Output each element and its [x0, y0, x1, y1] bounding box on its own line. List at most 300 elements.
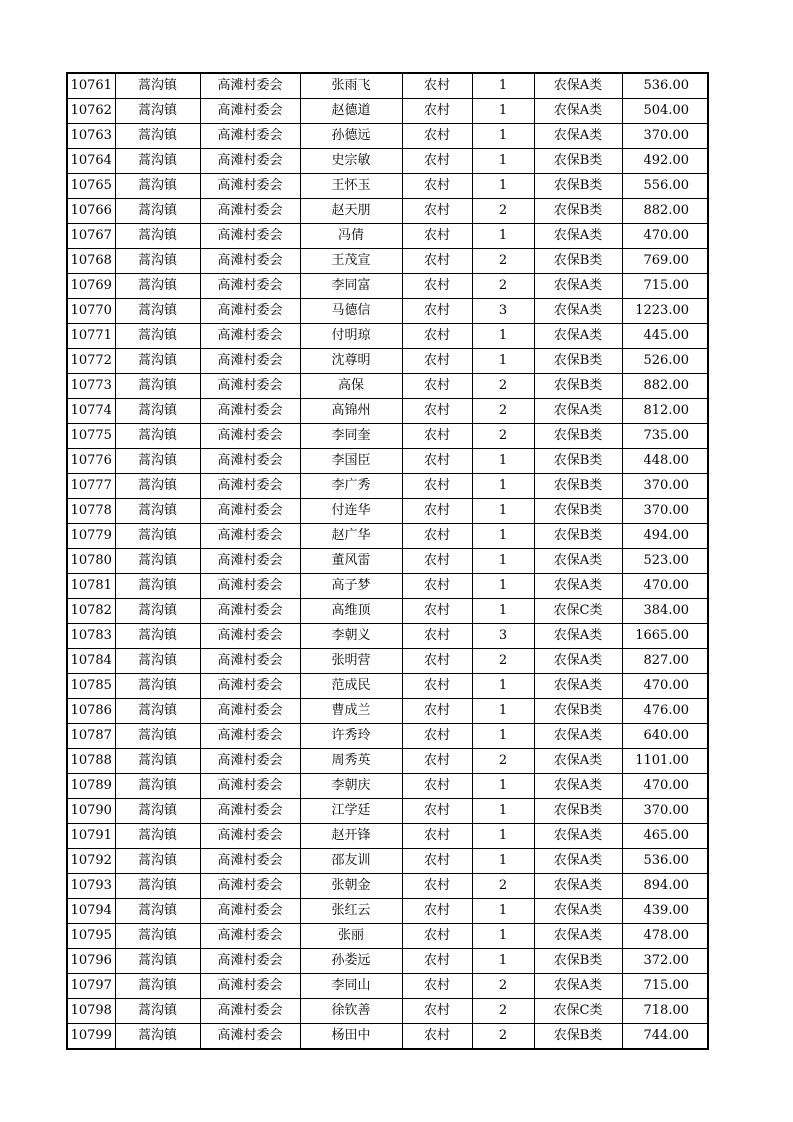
- insurance-category-cell: 农保B类: [534, 1024, 622, 1050]
- village-committee-cell: 高滩村委会: [200, 374, 300, 399]
- amount-cell: 494.00: [622, 524, 708, 549]
- village-committee-cell: 高滩村委会: [200, 724, 300, 749]
- table-row: [67, 449, 708, 474]
- record-id-cell: 10762: [67, 99, 115, 124]
- village-committee-cell: 高滩村委会: [200, 249, 300, 274]
- village-committee-cell: 高滩村委会: [200, 974, 300, 999]
- village-committee-cell: 高滩村委会: [200, 174, 300, 199]
- person-name-cell: 董风雷: [300, 549, 402, 574]
- insurance-category-cell: 农保A类: [534, 749, 622, 774]
- amount-cell: 827.00: [622, 649, 708, 674]
- insurance-category-cell: 农保A类: [534, 224, 622, 249]
- insurance-category-cell: 农保B类: [534, 949, 622, 974]
- area-type-cell: 农村: [402, 99, 472, 124]
- village-committee-cell: 高滩村委会: [200, 899, 300, 924]
- area-type-cell: 农村: [402, 999, 472, 1024]
- area-type-cell: 农村: [402, 399, 472, 424]
- household-count-cell: 1: [472, 949, 534, 974]
- household-count-cell: 2: [472, 974, 534, 999]
- area-type-cell: 农村: [402, 249, 472, 274]
- area-type-cell: 农村: [402, 949, 472, 974]
- record-id-cell: 10779: [67, 524, 115, 549]
- amount-cell: 718.00: [622, 999, 708, 1024]
- village-committee-cell: 高滩村委会: [200, 599, 300, 624]
- household-count-cell: 1: [472, 174, 534, 199]
- record-id-cell: 10791: [67, 824, 115, 849]
- insurance-category-cell: 农保A类: [534, 974, 622, 999]
- town-cell: 蒿沟镇: [115, 724, 200, 749]
- insurance-category-cell: 农保B类: [534, 799, 622, 824]
- amount-cell: 556.00: [622, 174, 708, 199]
- amount-cell: 445.00: [622, 324, 708, 349]
- village-committee-cell: 高滩村委会: [200, 224, 300, 249]
- village-committee-cell: 高滩村委会: [200, 799, 300, 824]
- amount-cell: 769.00: [622, 249, 708, 274]
- household-count-cell: 3: [472, 624, 534, 649]
- town-cell: 蒿沟镇: [115, 649, 200, 674]
- insurance-category-cell: 农保B类: [534, 449, 622, 474]
- village-committee-cell: 高滩村委会: [200, 1024, 300, 1050]
- area-type-cell: 农村: [402, 899, 472, 924]
- town-cell: 蒿沟镇: [115, 249, 200, 274]
- village-committee-cell: 高滩村委会: [200, 324, 300, 349]
- amount-cell: 812.00: [622, 399, 708, 424]
- household-count-cell: 2: [472, 874, 534, 899]
- insurance-category-cell: 农保B类: [534, 474, 622, 499]
- record-id-cell: 10780: [67, 549, 115, 574]
- record-id-cell: 10798: [67, 999, 115, 1024]
- record-id-cell: 10769: [67, 274, 115, 299]
- area-type-cell: 农村: [402, 474, 472, 499]
- table-row: [67, 849, 708, 874]
- person-name-cell: 孙德远: [300, 124, 402, 149]
- amount-cell: 894.00: [622, 874, 708, 899]
- insurance-category-cell: 农保A类: [534, 324, 622, 349]
- record-id-cell: 10772: [67, 349, 115, 374]
- area-type-cell: 农村: [402, 349, 472, 374]
- town-cell: 蒿沟镇: [115, 799, 200, 824]
- area-type-cell: 农村: [402, 449, 472, 474]
- insurance-category-cell: 农保A类: [534, 774, 622, 799]
- insurance-category-cell: 农保A类: [534, 99, 622, 124]
- amount-cell: 470.00: [622, 574, 708, 599]
- village-committee-cell: 高滩村委会: [200, 949, 300, 974]
- town-cell: 蒿沟镇: [115, 349, 200, 374]
- records-table: [66, 72, 709, 1050]
- table-row: [67, 73, 708, 99]
- village-committee-cell: 高滩村委会: [200, 399, 300, 424]
- person-name-cell: 李同山: [300, 974, 402, 999]
- area-type-cell: 农村: [402, 524, 472, 549]
- person-name-cell: 李国臣: [300, 449, 402, 474]
- insurance-category-cell: 农保B类: [534, 174, 622, 199]
- table-row: [67, 424, 708, 449]
- table-row: [67, 724, 708, 749]
- person-name-cell: 范成民: [300, 674, 402, 699]
- table-row: [67, 274, 708, 299]
- village-committee-cell: 高滩村委会: [200, 849, 300, 874]
- insurance-category-cell: 农保B类: [534, 349, 622, 374]
- record-id-cell: 10794: [67, 899, 115, 924]
- area-type-cell: 农村: [402, 974, 472, 999]
- area-type-cell: 农村: [402, 374, 472, 399]
- area-type-cell: 农村: [402, 849, 472, 874]
- area-type-cell: 农村: [402, 599, 472, 624]
- town-cell: 蒿沟镇: [115, 124, 200, 149]
- household-count-cell: 1: [472, 73, 534, 99]
- table-row: [67, 474, 708, 499]
- record-id-cell: 10765: [67, 174, 115, 199]
- record-id-cell: 10776: [67, 449, 115, 474]
- town-cell: 蒿沟镇: [115, 474, 200, 499]
- town-cell: 蒿沟镇: [115, 849, 200, 874]
- record-id-cell: 10770: [67, 299, 115, 324]
- person-name-cell: 周秀英: [300, 749, 402, 774]
- record-id-cell: 10789: [67, 774, 115, 799]
- area-type-cell: 农村: [402, 574, 472, 599]
- insurance-category-cell: 农保A类: [534, 874, 622, 899]
- town-cell: 蒿沟镇: [115, 999, 200, 1024]
- village-committee-cell: 高滩村委会: [200, 824, 300, 849]
- household-count-cell: 1: [472, 774, 534, 799]
- table-row: [67, 224, 708, 249]
- household-count-cell: 1: [472, 724, 534, 749]
- household-count-cell: 2: [472, 374, 534, 399]
- area-type-cell: 农村: [402, 324, 472, 349]
- insurance-category-cell: 农保A类: [534, 399, 622, 424]
- record-id-cell: 10797: [67, 974, 115, 999]
- village-committee-cell: 高滩村委会: [200, 124, 300, 149]
- person-name-cell: 李同奎: [300, 424, 402, 449]
- household-count-cell: 3: [472, 299, 534, 324]
- insurance-category-cell: 农保A类: [534, 674, 622, 699]
- table-row: [67, 874, 708, 899]
- table-row: [67, 499, 708, 524]
- record-id-cell: 10777: [67, 474, 115, 499]
- household-count-cell: 1: [472, 474, 534, 499]
- area-type-cell: 农村: [402, 224, 472, 249]
- household-count-cell: 1: [472, 449, 534, 474]
- area-type-cell: 农村: [402, 624, 472, 649]
- insurance-category-cell: 农保B类: [534, 374, 622, 399]
- record-id-cell: 10766: [67, 199, 115, 224]
- insurance-category-cell: 农保A类: [534, 274, 622, 299]
- person-name-cell: 邵友训: [300, 849, 402, 874]
- insurance-category-cell: 农保A类: [534, 824, 622, 849]
- insurance-category-cell: 农保B类: [534, 199, 622, 224]
- insurance-category-cell: 农保A类: [534, 849, 622, 874]
- village-committee-cell: 高滩村委会: [200, 749, 300, 774]
- person-name-cell: 张朝金: [300, 874, 402, 899]
- amount-cell: 526.00: [622, 349, 708, 374]
- village-committee-cell: 高滩村委会: [200, 624, 300, 649]
- household-count-cell: 1: [472, 824, 534, 849]
- table-row: [67, 299, 708, 324]
- area-type-cell: 农村: [402, 724, 472, 749]
- area-type-cell: 农村: [402, 749, 472, 774]
- insurance-category-cell: 农保B类: [534, 524, 622, 549]
- person-name-cell: 张丽: [300, 924, 402, 949]
- town-cell: 蒿沟镇: [115, 949, 200, 974]
- person-name-cell: 赵德道: [300, 99, 402, 124]
- record-id-cell: 10796: [67, 949, 115, 974]
- household-count-cell: 2: [472, 249, 534, 274]
- person-name-cell: 高锦州: [300, 399, 402, 424]
- person-name-cell: 杨田中: [300, 1024, 402, 1050]
- village-committee-cell: 高滩村委会: [200, 99, 300, 124]
- record-id-cell: 10792: [67, 849, 115, 874]
- area-type-cell: 农村: [402, 549, 472, 574]
- town-cell: 蒿沟镇: [115, 774, 200, 799]
- amount-cell: 478.00: [622, 924, 708, 949]
- person-name-cell: 付连华: [300, 499, 402, 524]
- town-cell: 蒿沟镇: [115, 624, 200, 649]
- area-type-cell: 农村: [402, 1024, 472, 1050]
- area-type-cell: 农村: [402, 274, 472, 299]
- village-committee-cell: 高滩村委会: [200, 149, 300, 174]
- town-cell: 蒿沟镇: [115, 174, 200, 199]
- household-count-cell: 1: [472, 699, 534, 724]
- town-cell: 蒿沟镇: [115, 399, 200, 424]
- table-row: [67, 1024, 708, 1050]
- area-type-cell: 农村: [402, 299, 472, 324]
- town-cell: 蒿沟镇: [115, 699, 200, 724]
- amount-cell: 536.00: [622, 849, 708, 874]
- household-count-cell: 1: [472, 549, 534, 574]
- table-row: [67, 699, 708, 724]
- person-name-cell: 史宗敏: [300, 149, 402, 174]
- household-count-cell: 2: [472, 749, 534, 774]
- record-id-cell: 10775: [67, 424, 115, 449]
- person-name-cell: 高保: [300, 374, 402, 399]
- village-committee-cell: 高滩村委会: [200, 524, 300, 549]
- amount-cell: 1101.00: [622, 749, 708, 774]
- village-committee-cell: 高滩村委会: [200, 674, 300, 699]
- household-count-cell: 1: [472, 899, 534, 924]
- person-name-cell: 李朝庆: [300, 774, 402, 799]
- amount-cell: 439.00: [622, 899, 708, 924]
- town-cell: 蒿沟镇: [115, 99, 200, 124]
- table-row: [67, 749, 708, 774]
- table-row: [67, 899, 708, 924]
- household-count-cell: 1: [472, 799, 534, 824]
- town-cell: 蒿沟镇: [115, 674, 200, 699]
- household-count-cell: 1: [472, 924, 534, 949]
- person-name-cell: 孙娄远: [300, 949, 402, 974]
- town-cell: 蒿沟镇: [115, 899, 200, 924]
- table-row: [67, 974, 708, 999]
- record-id-cell: 10768: [67, 249, 115, 274]
- insurance-category-cell: 农保A类: [534, 624, 622, 649]
- person-name-cell: 李朝义: [300, 624, 402, 649]
- person-name-cell: 付明琼: [300, 324, 402, 349]
- amount-cell: 492.00: [622, 149, 708, 174]
- area-type-cell: 农村: [402, 799, 472, 824]
- record-id-cell: 10787: [67, 724, 115, 749]
- person-name-cell: 沈尊明: [300, 349, 402, 374]
- town-cell: 蒿沟镇: [115, 1024, 200, 1050]
- table-row: [67, 549, 708, 574]
- village-committee-cell: 高滩村委会: [200, 924, 300, 949]
- table-row: [67, 949, 708, 974]
- person-name-cell: 赵开锋: [300, 824, 402, 849]
- table-row: [67, 674, 708, 699]
- village-committee-cell: 高滩村委会: [200, 499, 300, 524]
- area-type-cell: 农村: [402, 924, 472, 949]
- village-committee-cell: 高滩村委会: [200, 774, 300, 799]
- town-cell: 蒿沟镇: [115, 424, 200, 449]
- household-count-cell: 2: [472, 999, 534, 1024]
- record-id-cell: 10790: [67, 799, 115, 824]
- household-count-cell: 1: [472, 849, 534, 874]
- household-count-cell: 1: [472, 499, 534, 524]
- insurance-category-cell: 农保B类: [534, 249, 622, 274]
- area-type-cell: 农村: [402, 124, 472, 149]
- household-count-cell: 2: [472, 199, 534, 224]
- insurance-category-cell: 农保A类: [534, 73, 622, 99]
- area-type-cell: 农村: [402, 73, 472, 99]
- area-type-cell: 农村: [402, 174, 472, 199]
- person-name-cell: 赵广华: [300, 524, 402, 549]
- person-name-cell: 赵天朋: [300, 199, 402, 224]
- record-id-cell: 10795: [67, 924, 115, 949]
- person-name-cell: 马德信: [300, 299, 402, 324]
- amount-cell: 744.00: [622, 1024, 708, 1050]
- town-cell: 蒿沟镇: [115, 599, 200, 624]
- table-row: [67, 399, 708, 424]
- person-name-cell: 曹成兰: [300, 699, 402, 724]
- table-row: [67, 249, 708, 274]
- person-name-cell: 许秀玲: [300, 724, 402, 749]
- amount-cell: 370.00: [622, 124, 708, 149]
- insurance-category-cell: 农保A类: [534, 124, 622, 149]
- household-count-cell: 1: [472, 224, 534, 249]
- amount-cell: 715.00: [622, 274, 708, 299]
- household-count-cell: 1: [472, 149, 534, 174]
- amount-cell: 882.00: [622, 199, 708, 224]
- area-type-cell: 农村: [402, 424, 472, 449]
- record-id-cell: 10788: [67, 749, 115, 774]
- village-committee-cell: 高滩村委会: [200, 999, 300, 1024]
- person-name-cell: 王怀玉: [300, 174, 402, 199]
- table-row: [67, 99, 708, 124]
- area-type-cell: 农村: [402, 649, 472, 674]
- record-id-cell: 10778: [67, 499, 115, 524]
- amount-cell: 448.00: [622, 449, 708, 474]
- town-cell: 蒿沟镇: [115, 824, 200, 849]
- record-id-cell: 10784: [67, 649, 115, 674]
- insurance-category-cell: 农保A类: [534, 724, 622, 749]
- table-row: [67, 149, 708, 174]
- person-name-cell: 高子梦: [300, 574, 402, 599]
- household-count-cell: 1: [472, 349, 534, 374]
- area-type-cell: 农村: [402, 499, 472, 524]
- table-row: [67, 374, 708, 399]
- village-committee-cell: 高滩村委会: [200, 299, 300, 324]
- insurance-category-cell: 农保A类: [534, 549, 622, 574]
- table-row: [67, 524, 708, 549]
- household-count-cell: 1: [472, 524, 534, 549]
- town-cell: 蒿沟镇: [115, 574, 200, 599]
- table-body: [67, 73, 708, 1049]
- insurance-category-cell: 农保B类: [534, 149, 622, 174]
- town-cell: 蒿沟镇: [115, 224, 200, 249]
- record-id-cell: 10793: [67, 874, 115, 899]
- village-committee-cell: 高滩村委会: [200, 874, 300, 899]
- insurance-category-cell: 农保B类: [534, 424, 622, 449]
- amount-cell: 470.00: [622, 224, 708, 249]
- village-committee-cell: 高滩村委会: [200, 349, 300, 374]
- area-type-cell: 农村: [402, 774, 472, 799]
- village-committee-cell: 高滩村委会: [200, 199, 300, 224]
- table-row: [67, 799, 708, 824]
- record-id-cell: 10799: [67, 1024, 115, 1050]
- amount-cell: 470.00: [622, 774, 708, 799]
- amount-cell: 370.00: [622, 799, 708, 824]
- amount-cell: 1223.00: [622, 299, 708, 324]
- amount-cell: 640.00: [622, 724, 708, 749]
- household-count-cell: 1: [472, 574, 534, 599]
- town-cell: 蒿沟镇: [115, 299, 200, 324]
- insurance-category-cell: 农保B类: [534, 699, 622, 724]
- village-committee-cell: 高滩村委会: [200, 649, 300, 674]
- area-type-cell: 农村: [402, 149, 472, 174]
- amount-cell: 882.00: [622, 374, 708, 399]
- record-id-cell: 10767: [67, 224, 115, 249]
- record-id-cell: 10773: [67, 374, 115, 399]
- person-name-cell: 徐钦善: [300, 999, 402, 1024]
- household-count-cell: 2: [472, 424, 534, 449]
- table-row: [67, 649, 708, 674]
- area-type-cell: 农村: [402, 874, 472, 899]
- village-committee-cell: 高滩村委会: [200, 73, 300, 99]
- person-name-cell: 王茂宣: [300, 249, 402, 274]
- household-count-cell: 1: [472, 99, 534, 124]
- table-row: [67, 574, 708, 599]
- town-cell: 蒿沟镇: [115, 274, 200, 299]
- village-committee-cell: 高滩村委会: [200, 474, 300, 499]
- record-id-cell: 10783: [67, 624, 115, 649]
- amount-cell: 523.00: [622, 549, 708, 574]
- town-cell: 蒿沟镇: [115, 974, 200, 999]
- table-row: [67, 774, 708, 799]
- town-cell: 蒿沟镇: [115, 924, 200, 949]
- village-committee-cell: 高滩村委会: [200, 699, 300, 724]
- record-id-cell: 10764: [67, 149, 115, 174]
- amount-cell: 504.00: [622, 99, 708, 124]
- area-type-cell: 农村: [402, 824, 472, 849]
- amount-cell: 372.00: [622, 949, 708, 974]
- insurance-category-cell: 农保C类: [534, 999, 622, 1024]
- household-count-cell: 1: [472, 324, 534, 349]
- household-count-cell: 2: [472, 274, 534, 299]
- amount-cell: 465.00: [622, 824, 708, 849]
- area-type-cell: 农村: [402, 699, 472, 724]
- town-cell: 蒿沟镇: [115, 324, 200, 349]
- amount-cell: 476.00: [622, 699, 708, 724]
- insurance-category-cell: 农保A类: [534, 574, 622, 599]
- town-cell: 蒿沟镇: [115, 149, 200, 174]
- person-name-cell: 张明营: [300, 649, 402, 674]
- household-count-cell: 2: [472, 1024, 534, 1050]
- person-name-cell: 李广秀: [300, 474, 402, 499]
- village-committee-cell: 高滩村委会: [200, 574, 300, 599]
- record-id-cell: 10771: [67, 324, 115, 349]
- insurance-category-cell: 农保B类: [534, 499, 622, 524]
- town-cell: 蒿沟镇: [115, 499, 200, 524]
- table-row: [67, 124, 708, 149]
- village-committee-cell: 高滩村委会: [200, 424, 300, 449]
